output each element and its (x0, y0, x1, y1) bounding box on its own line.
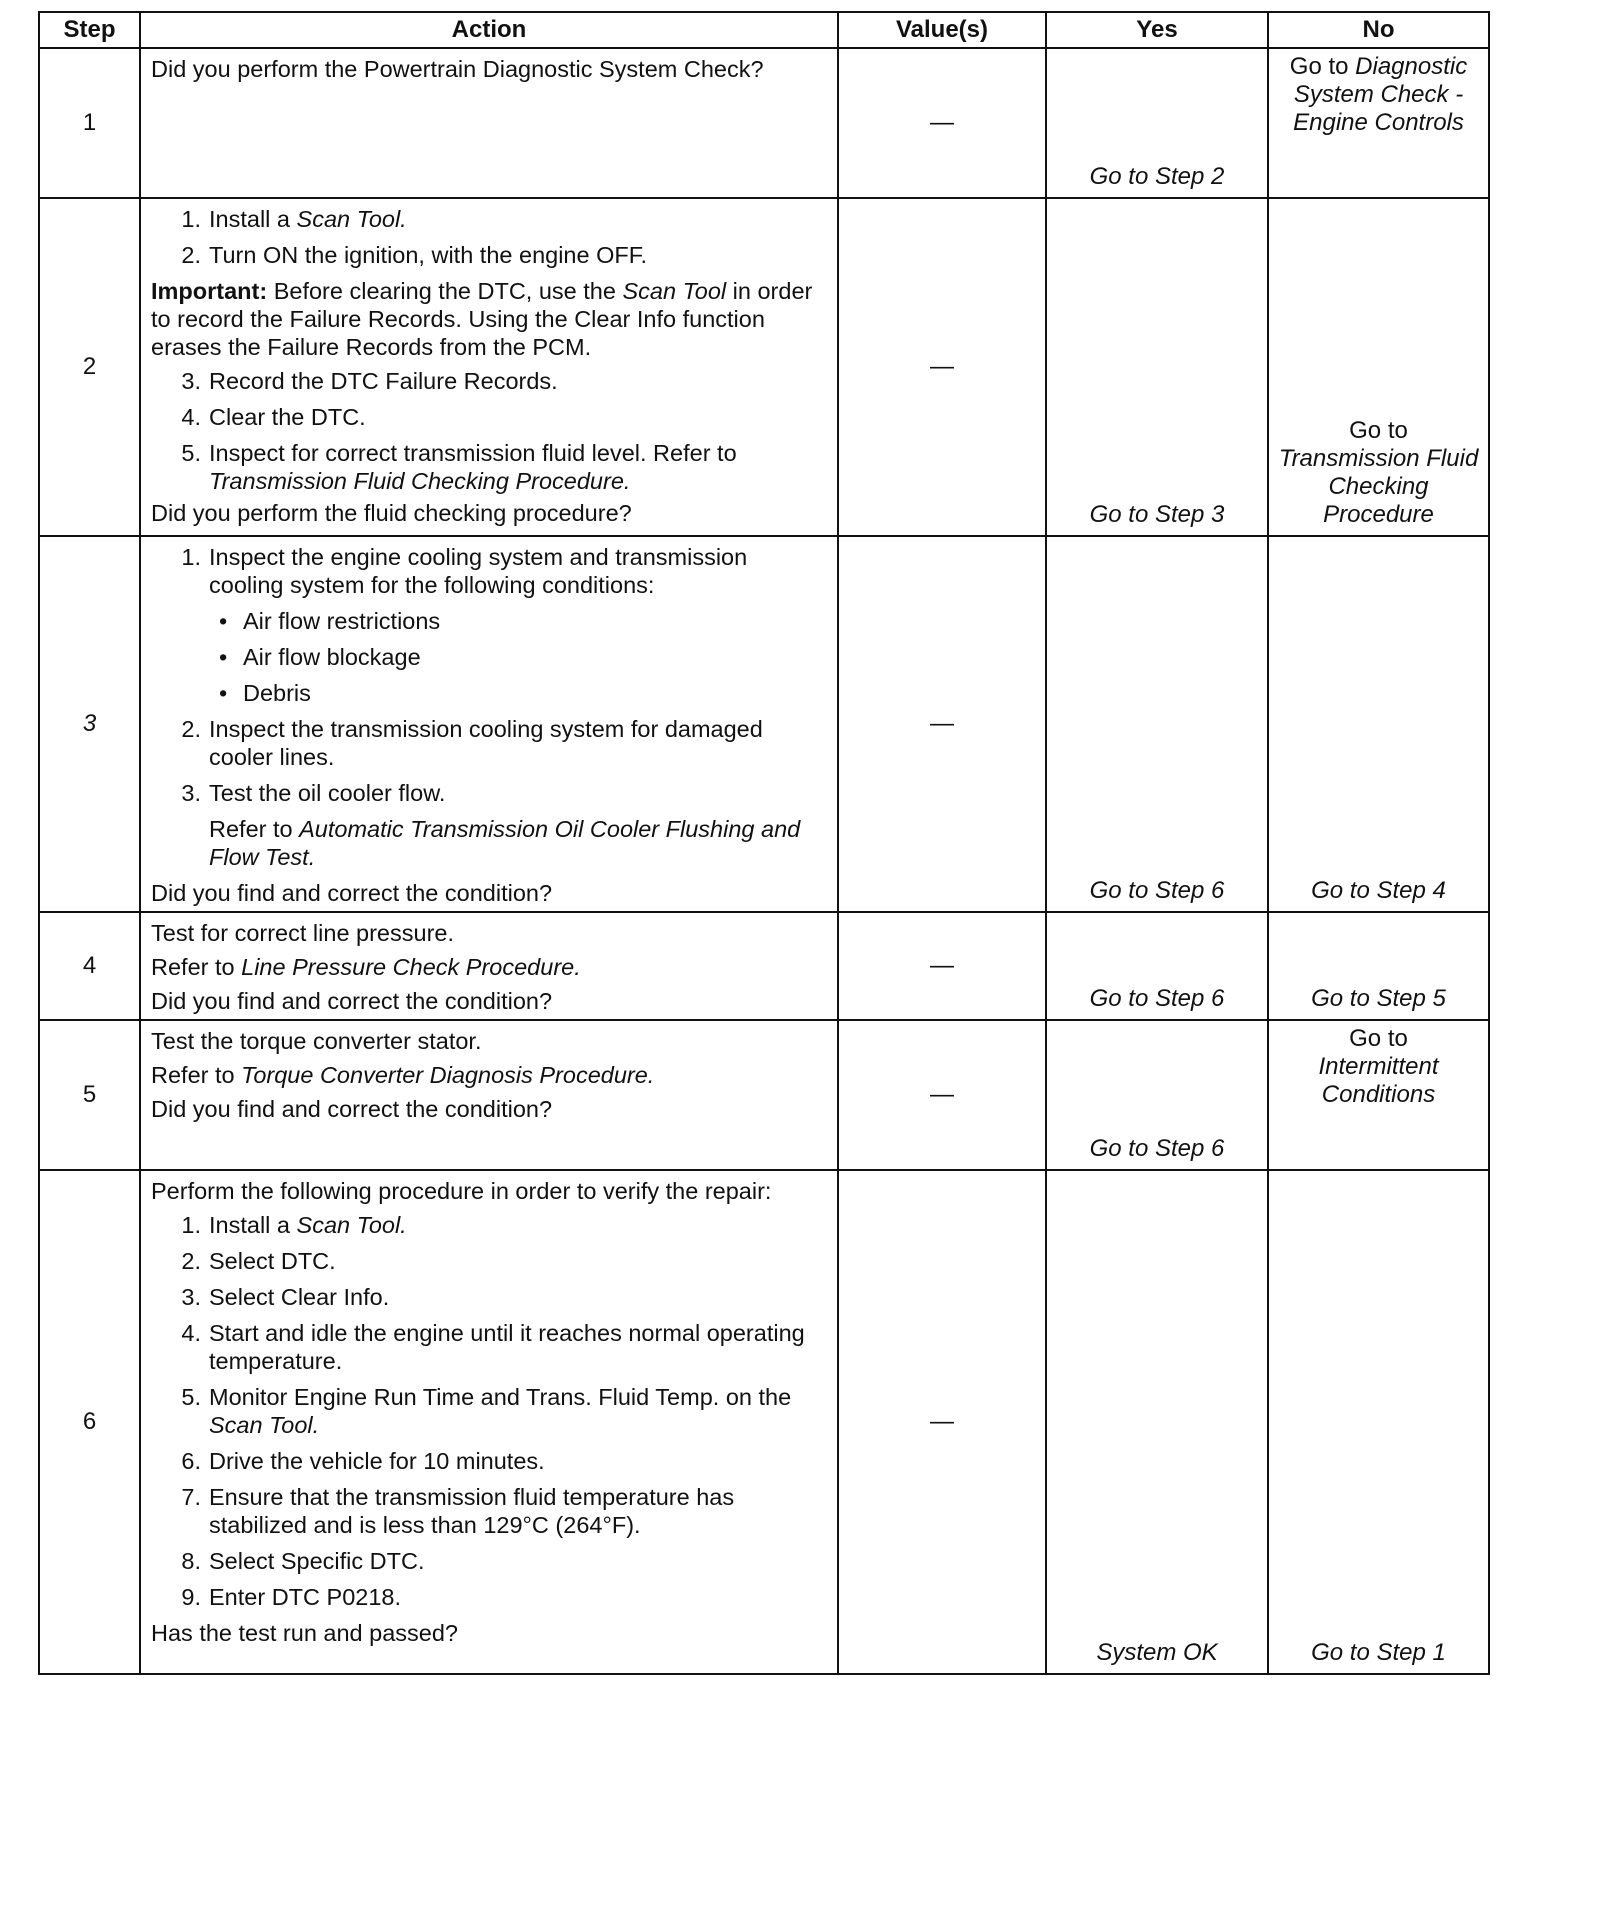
list-item: 2. Turn ON the ignition, with the engine OFF. (181, 242, 648, 268)
header-action: Action (140, 12, 838, 48)
no-prefix: Go to (1349, 1025, 1408, 1052)
action-cell: Test for correct line pressure. Refer to Line Pressure Check Procedure. Did you find and correct the condition? (140, 912, 838, 1020)
action-cell (140, 536, 838, 912)
yes-cell[interactable]: System OK (1046, 1170, 1268, 1674)
header-yes: Yes (1046, 12, 1268, 48)
value-cell: — (838, 1170, 1046, 1674)
value-cell: — (838, 536, 1046, 912)
no-cell[interactable]: Go to Step 4 (1268, 536, 1489, 912)
header-row (39, 12, 1489, 48)
table-row (39, 1020, 1489, 1170)
yes-cell[interactable]: Go to Step 6 (1046, 536, 1268, 912)
step-number: 2 (39, 198, 140, 536)
action-question: Did you find and correct the condition? (151, 1096, 553, 1122)
no-prefix: Go to (1289, 53, 1356, 80)
list-item: 1. Install a Scan Tool. (181, 206, 407, 232)
step-number: 5 (39, 1020, 140, 1170)
value-cell: — (838, 48, 1046, 198)
bullet-item: • Air flow restrictions (219, 608, 441, 634)
important-note: Important: Before clearing the DTC, use the Scan Tool in order to record the Failure Records. Using the Clear Info function erases the Failure Records from the PCM. (151, 278, 813, 360)
no-cell[interactable] (1268, 1020, 1489, 1170)
action-question: Has the test run and passed? (151, 1620, 459, 1646)
diagnostic-table (38, 11, 1490, 1675)
no-cell[interactable]: Go to Step 1 (1268, 1170, 1489, 1674)
list-item: 6. Drive the vehicle for 10 minutes. (181, 1448, 545, 1474)
no-cell[interactable] (1268, 198, 1489, 536)
value-cell: — (838, 912, 1046, 1020)
list-item: 7. Ensure that the transmission fluid temperature has stabilized and is less than 129°C (264°F). (181, 1484, 735, 1538)
action-question: Did you perform the fluid checking procedure? (151, 500, 632, 526)
table-row (39, 48, 1489, 198)
header-values: Value(s) (838, 12, 1046, 48)
list-item: 3. Test the oil cooler flow. (181, 780, 446, 806)
no-prefix: Go to (1349, 417, 1408, 444)
reference-note: Refer to Line Pressure Check Procedure. (151, 954, 581, 980)
no-link[interactable]: Intermittent Conditions (1318, 1053, 1439, 1108)
list-item: 2. Inspect the transmission cooling system for damaged cooler lines. (181, 716, 763, 770)
no-cell[interactable] (1268, 48, 1489, 198)
action-question: Did you find and correct the condition? (151, 880, 553, 906)
step-number: 1 (39, 48, 140, 198)
yes-cell[interactable]: Go to Step 6 (1046, 912, 1268, 1020)
no-link[interactable]: Diagnostic System Check - Engine Controls (1293, 53, 1468, 136)
list-item: 4. Start and idle the engine until it reaches normal operating temperature. (181, 1320, 805, 1374)
table-row (39, 1170, 1489, 1674)
no-link[interactable]: Transmission Fluid Checking Procedure (1278, 445, 1479, 528)
step-number: 6 (39, 1170, 140, 1674)
table-row (39, 198, 1489, 536)
value-cell: — (838, 1020, 1046, 1170)
action-cell: Perform the following procedure in order to verify the repair: 1. Install a Scan Tool. 2. Select DTC. 3. Select Clear Info. 4. Start and idle the engine until it reaches normal operating temperature. 5. Monitor Engine Run Time and Trans. Fluid Temp. on the Scan Tool. 6. Drive the vehicle for 10 minutes. 7. Ensure that the transmission fluid temperature has stabilized and is less than 129°C (264°F). 8. Select Specific DTC. 9. Enter DTC P0218. Has the test run and passed? (140, 1170, 838, 1674)
list-item: 5. Monitor Engine Run Time and Trans. Fluid Temp. on the Scan Tool. (181, 1384, 792, 1438)
header-no: No (1268, 12, 1489, 48)
no-cell[interactable]: Go to Step 5 (1268, 912, 1489, 1020)
list-item: 5. Inspect for correct transmission fluid level. Refer to Transmission Fluid Checking Procedure. (181, 440, 737, 494)
value-cell: — (838, 198, 1046, 536)
step-number: 4 (39, 912, 140, 1020)
yes-cell[interactable]: Go to Step 2 (1046, 48, 1268, 198)
bullet-item: • Debris (219, 680, 311, 706)
reference-note: Refer to Torque Converter Diagnosis Procedure. (151, 1062, 655, 1088)
action-question: Did you find and correct the condition? (151, 988, 553, 1014)
yes-cell[interactable]: Go to Step 6 (1046, 1020, 1268, 1170)
list-item: 8. Select Specific DTC. (181, 1548, 425, 1574)
list-item: 4. Clear the DTC. (181, 404, 366, 430)
list-item: 9. Enter DTC P0218. (181, 1584, 402, 1610)
header-step: Step (39, 12, 140, 48)
reference-note: Refer to Automatic Transmission Oil Cooler Flushing and Flow Test. (209, 816, 801, 870)
action-cell (140, 48, 838, 198)
action-question: Did you perform the Powertrain Diagnostic System Check? (151, 56, 764, 82)
action-cell (140, 198, 838, 536)
step-number: 3 (39, 536, 140, 912)
table-row (39, 536, 1489, 912)
list-item: 1. Inspect the engine cooling system and transmission cooling system for the following conditions: (181, 544, 748, 598)
list-item: 1. Install a Scan Tool. (181, 1212, 407, 1238)
list-item: 3. Select Clear Info. (181, 1284, 390, 1310)
action-cell: Test the torque converter stator. Refer to Torque Converter Diagnosis Procedure. Did you find and correct the condition? (140, 1020, 838, 1170)
list-item: 3. Record the DTC Failure Records. (181, 368, 558, 394)
table-row (39, 912, 1489, 1020)
yes-cell[interactable]: Go to Step 3 (1046, 198, 1268, 536)
bullet-item: • Air flow blockage (219, 644, 421, 670)
list-item: 2. Select DTC. (181, 1248, 336, 1274)
